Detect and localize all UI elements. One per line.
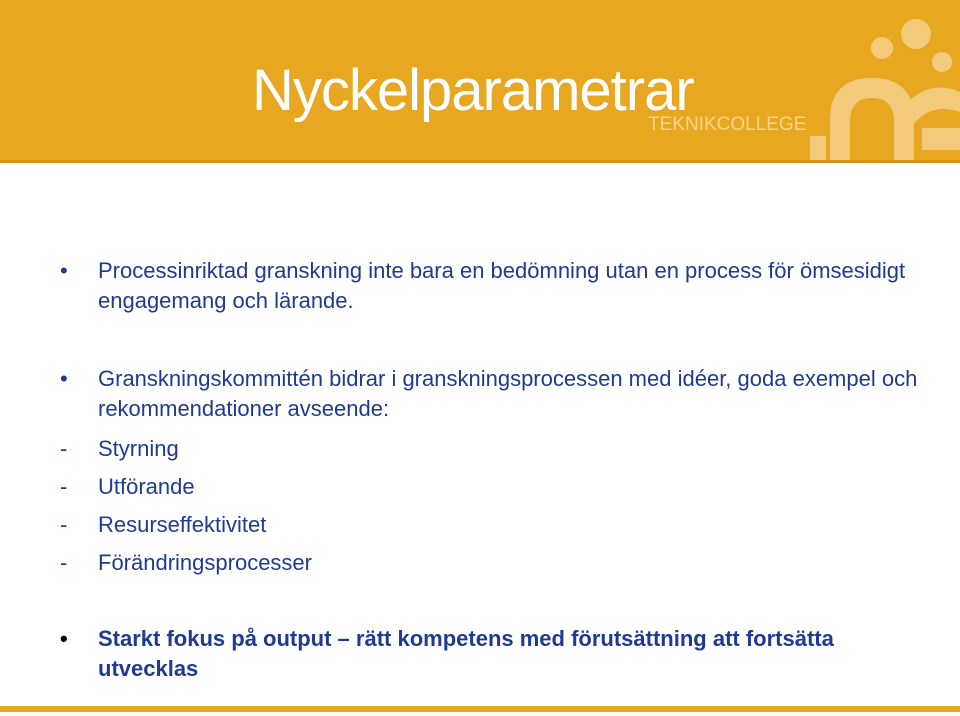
sub-item-dash: - <box>60 474 68 499</box>
bullet-text: Starkt fokus på output – rätt kompetens med förutsättning att fortsätta utvecklas <box>98 626 834 681</box>
sub-item-label: Förändringsprocesser <box>98 550 312 575</box>
bullet-item <box>60 364 918 424</box>
bullet-symbol: • <box>60 626 68 651</box>
sub-item-dash: - <box>60 436 68 461</box>
bullet-symbol: • <box>60 366 68 391</box>
bullet-text: Granskningskommittén bidrar i granskningsprocessen med idéer, goda exempel och rekommendationer avseende: <box>98 366 918 421</box>
sub-item-label: Resurseffektivitet <box>98 512 267 537</box>
bullet-symbol: • <box>60 258 68 283</box>
bullet-item <box>60 256 918 316</box>
slide-title: Nyckelparametrar <box>252 58 694 123</box>
bullet-text: Processinriktad granskning inte bara en bedömning utan en process för ömsesidigt engagemang och lärande. <box>98 258 906 313</box>
slide-header <box>0 0 960 160</box>
sub-item-label: Styrning <box>98 436 179 461</box>
footer-divider <box>0 706 960 712</box>
teknikcollege-logo-icon <box>810 0 960 160</box>
sub-item <box>60 510 266 540</box>
sub-item <box>60 472 195 502</box>
brand-name: TEKNIKCOLLEGE <box>648 114 807 135</box>
sub-item <box>60 548 312 578</box>
sub-item-dash: - <box>60 550 68 575</box>
sub-item-dash: - <box>60 512 68 537</box>
sub-item-label: Utförande <box>98 474 195 499</box>
sub-item <box>60 434 179 464</box>
bullet-item-emphasis <box>60 624 918 684</box>
header-divider <box>0 160 960 163</box>
